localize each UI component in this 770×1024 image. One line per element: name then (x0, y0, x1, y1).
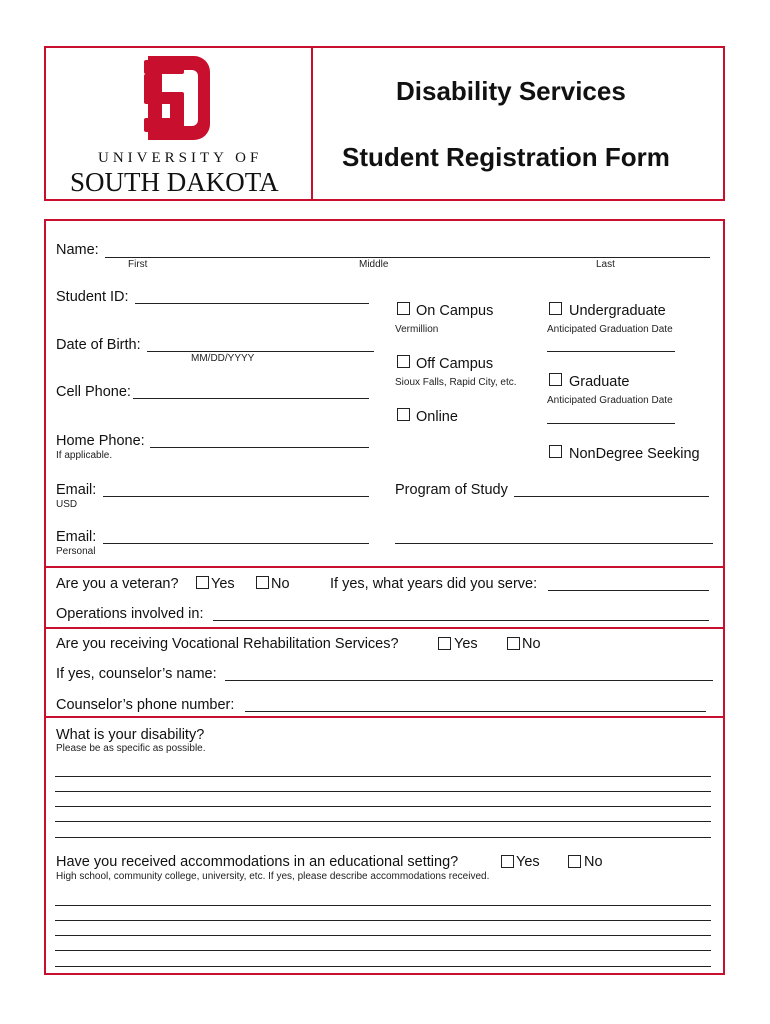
home-phone-field[interactable] (150, 447, 369, 448)
disability-line[interactable] (55, 791, 711, 792)
counselor-phone-field[interactable] (245, 711, 706, 712)
accommodations-yes-checkbox[interactable] (501, 855, 514, 868)
university-line1: UNIVERSITY OF (98, 150, 263, 166)
disability-line[interactable] (55, 837, 711, 838)
name-first-hint: First (128, 259, 148, 270)
name-last-hint: Last (596, 259, 615, 270)
program-field-2[interactable] (395, 543, 713, 544)
counselor-name-field[interactable] (225, 680, 713, 681)
counselor-name-label: If yes, counselor’s name: (56, 666, 217, 682)
home-phone-hint: If applicable. (56, 450, 113, 461)
on-campus-hint: Vermillion (395, 324, 439, 335)
email-personal-label: Email: (56, 529, 97, 545)
email-usd-hint: USD (56, 499, 78, 510)
section-divider-vocational (44, 627, 725, 629)
dob-hint: MM/DD/YYYY (191, 353, 255, 364)
nondegree-checkbox[interactable] (549, 445, 562, 458)
name-label: Name: (56, 242, 99, 258)
disability-line[interactable] (55, 806, 711, 807)
voc-rehab-no-checkbox[interactable] (507, 637, 520, 650)
accommodations-hint: High school, community college, university, etc. If yes, please describe accommodations received. (56, 871, 490, 882)
nondegree-label: NonDegree Seeking (569, 446, 700, 462)
off-campus-checkbox[interactable] (397, 355, 410, 368)
counselor-phone-label: Counselor’s phone number: (56, 697, 235, 713)
veteran-no-checkbox[interactable] (256, 576, 269, 589)
email-usd-label: Email: (56, 482, 97, 498)
accommodations-line[interactable] (55, 920, 711, 921)
name-field[interactable] (105, 257, 710, 258)
online-checkbox[interactable] (397, 408, 410, 421)
email-personal-hint: Personal (56, 546, 96, 557)
on-campus-checkbox[interactable] (397, 302, 410, 315)
email-usd-field[interactable] (103, 496, 369, 497)
disability-line[interactable] (55, 776, 711, 777)
veteran-years-field[interactable] (548, 590, 709, 591)
accommodations-yes-label: Yes (516, 854, 540, 870)
undergrad-grad-date-field[interactable] (547, 351, 675, 352)
program-field[interactable] (514, 496, 709, 497)
veteran-years-label: If yes, what years did you serve: (330, 576, 538, 592)
name-middle-hint: Middle (359, 259, 389, 270)
dob-label: Date of Birth: (56, 337, 141, 353)
veteran-yes-label: Yes (211, 576, 235, 592)
page-title: Disability Services (396, 76, 626, 106)
accommodations-no-checkbox[interactable] (568, 855, 581, 868)
usd-logo (60, 52, 300, 196)
on-campus-label: On Campus (416, 303, 494, 319)
undergraduate-checkbox[interactable] (549, 302, 562, 315)
email-personal-field[interactable] (103, 543, 369, 544)
accommodations-line[interactable] (55, 950, 711, 951)
section-divider-disability (44, 716, 725, 718)
university-line2: SOUTH DAKOTA (70, 167, 279, 197)
online-label: Online (416, 409, 458, 425)
voc-rehab-yes-checkbox[interactable] (438, 637, 451, 650)
operations-label: Operations involved in: (56, 606, 204, 622)
cell-phone-label: Cell Phone: (56, 384, 131, 400)
home-phone-label: Home Phone: (56, 433, 145, 449)
accommodations-line[interactable] (55, 935, 711, 936)
disability-line[interactable] (55, 821, 711, 822)
voc-rehab-question: Are you receiving Vocational Rehabilitation Services? (56, 636, 399, 652)
veteran-no-label: No (271, 576, 290, 592)
operations-field[interactable] (213, 620, 709, 621)
grad-date-hint: Anticipated Graduation Date (547, 395, 673, 406)
accommodations-line[interactable] (55, 966, 711, 967)
accommodations-no-label: No (584, 854, 603, 870)
program-label: Program of Study (395, 482, 508, 498)
accommodations-line[interactable] (55, 905, 711, 906)
section-divider-veteran (44, 566, 725, 568)
undergrad-grad-date-hint: Anticipated Graduation Date (547, 324, 673, 335)
disability-hint: Please be as specific as possible. (56, 743, 206, 754)
veteran-yes-checkbox[interactable] (196, 576, 209, 589)
off-campus-hint: Sioux Falls, Rapid City, etc. (395, 377, 517, 388)
grad-date-field[interactable] (547, 423, 675, 424)
header-title-panel (311, 46, 725, 201)
disability-question: What is your disability? (56, 727, 205, 743)
dob-field[interactable] (147, 351, 374, 352)
graduate-label: Graduate (569, 374, 630, 390)
page-subtitle: Student Registration Form (342, 142, 670, 172)
undergraduate-label: Undergraduate (569, 303, 666, 319)
graduate-checkbox[interactable] (549, 373, 562, 386)
student-id-label: Student ID: (56, 289, 129, 305)
veteran-question: Are you a veteran? (56, 576, 179, 592)
accommodations-question: Have you received accommodations in an educational setting? (56, 854, 459, 870)
usd-monogram-icon (142, 52, 218, 144)
off-campus-label: Off Campus (416, 356, 494, 372)
voc-rehab-yes-label: Yes (454, 636, 478, 652)
student-id-field[interactable] (135, 303, 369, 304)
cell-phone-field[interactable] (133, 398, 369, 399)
voc-rehab-no-label: No (522, 636, 541, 652)
